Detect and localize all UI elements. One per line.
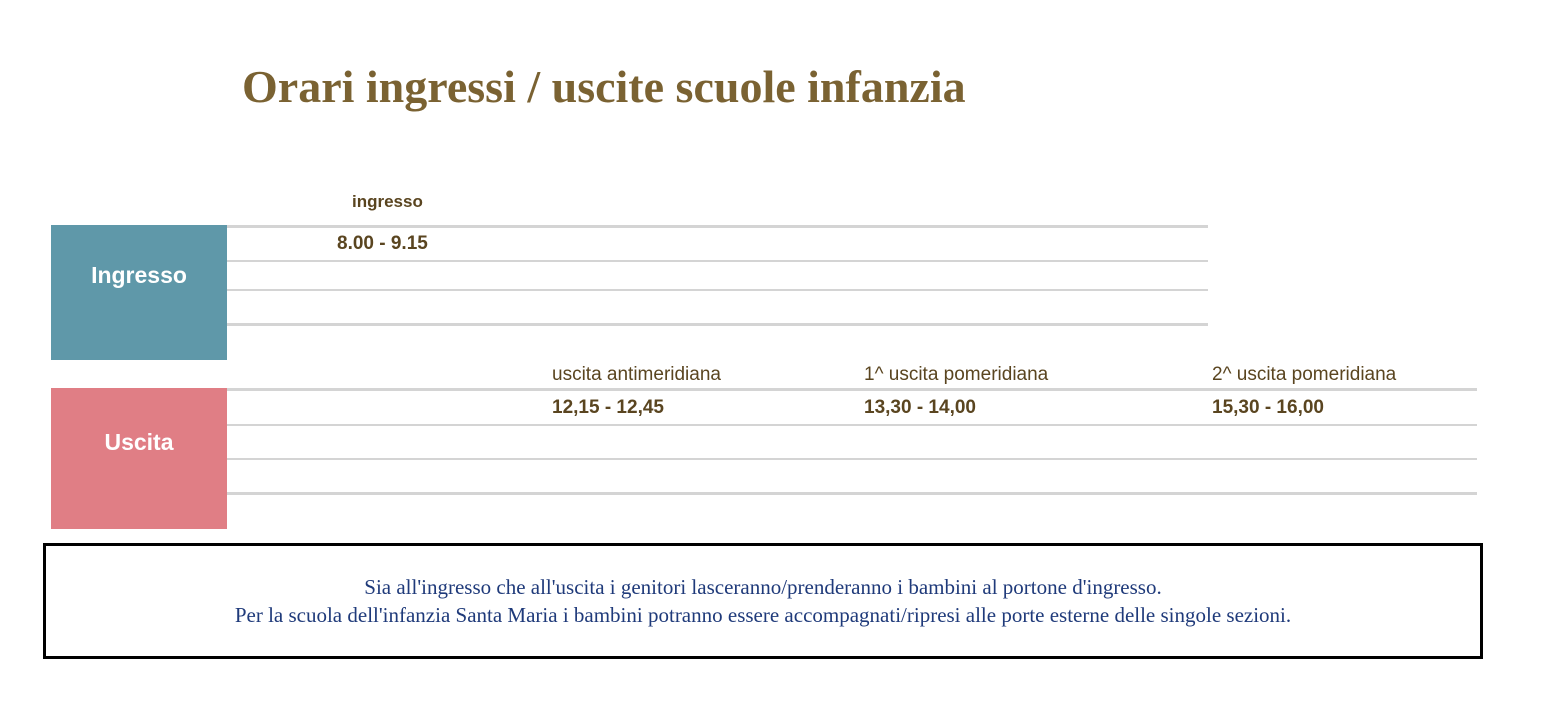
note-line-1: Sia all'ingresso che all'uscita i genitori lasceranno/prenderanno i bambini al portone d'ingresso. bbox=[364, 575, 1162, 599]
ingresso-time: 8.00 - 9.15 bbox=[337, 233, 428, 254]
uscita-table-row-rule bbox=[227, 424, 1477, 426]
ingresso-table-top-rule bbox=[227, 225, 1208, 228]
ingresso-table-row-rule bbox=[227, 260, 1208, 262]
uscita-label: Uscita bbox=[104, 429, 174, 455]
uscita-pomeridiana-2-time: 15,30 - 16,00 bbox=[1212, 397, 1324, 418]
uscita-antimeridiana-time: 12,15 - 12,45 bbox=[552, 397, 664, 418]
uscita-table-bottom-rule bbox=[227, 492, 1477, 495]
uscita-pomeridiana-1-time: 13,30 - 14,00 bbox=[864, 397, 976, 418]
uscita-table-top-rule bbox=[227, 388, 1477, 391]
ingresso-column-header: ingresso bbox=[352, 192, 423, 211]
uscita-pomeridiana-2-header: 2^ uscita pomeridiana bbox=[1212, 364, 1397, 385]
note-line-2: Per la scuola dell'infanzia Santa Maria i bambini potranno essere accompagnati/ripresi alle porte esterne delle singole sezioni. bbox=[234, 603, 1292, 627]
ingresso-table-row-rule bbox=[227, 289, 1208, 291]
page-title: Orari ingressi / uscite scuole infanzia bbox=[242, 61, 966, 112]
ingresso-label-box bbox=[51, 225, 227, 360]
uscita-pomeridiana-1-header: 1^ uscita pomeridiana bbox=[864, 364, 1049, 385]
uscita-label-box bbox=[51, 388, 227, 529]
ingresso-label: Ingresso bbox=[91, 262, 187, 288]
uscita-antimeridiana-header: uscita antimeridiana bbox=[552, 364, 721, 385]
ingresso-table-bottom-rule bbox=[227, 323, 1208, 326]
uscita-table-row-rule bbox=[227, 458, 1477, 460]
note-box bbox=[43, 543, 1483, 659]
